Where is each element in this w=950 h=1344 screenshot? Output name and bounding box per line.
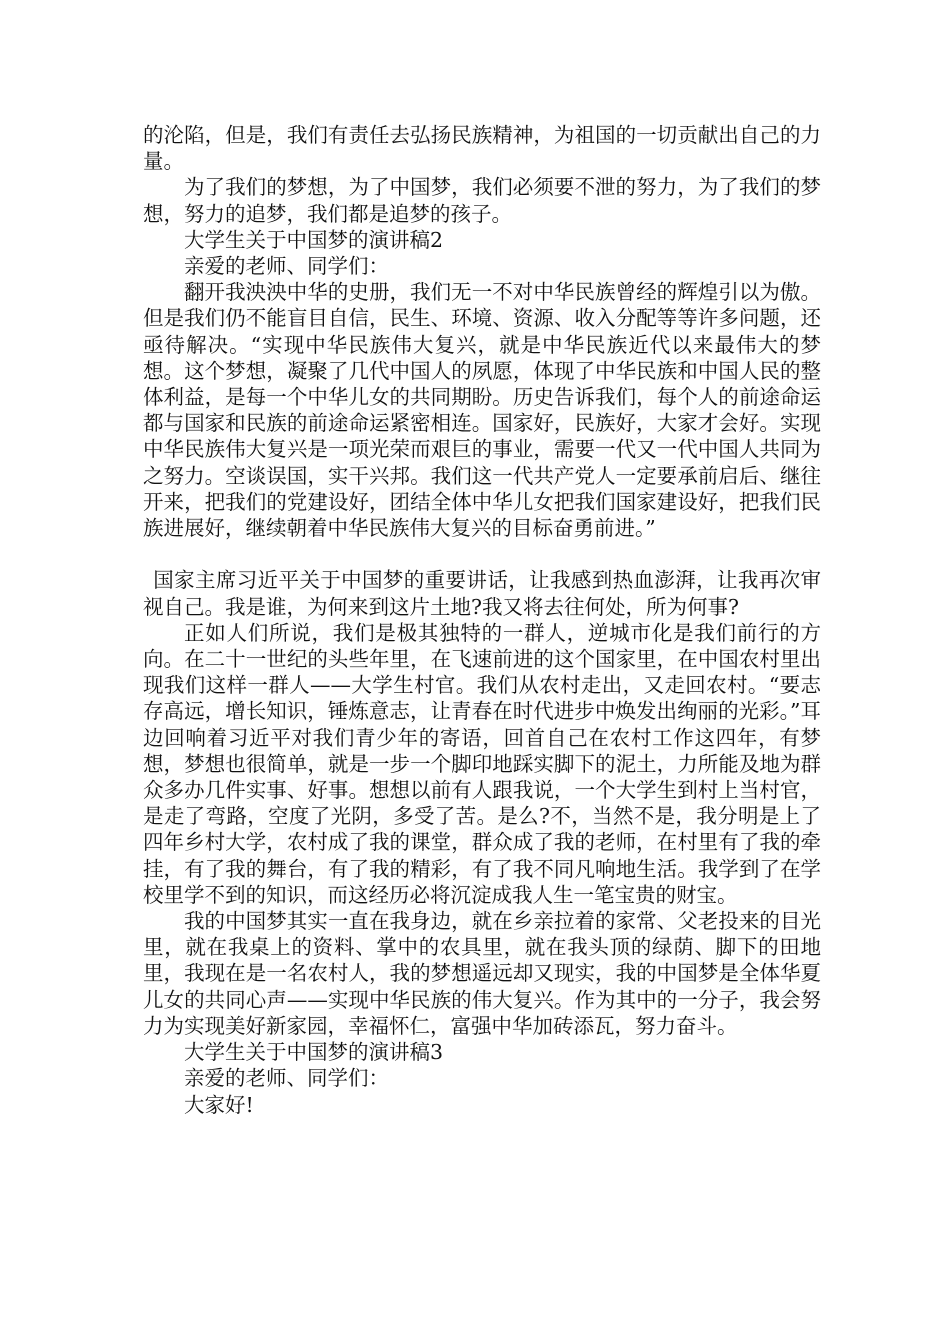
greeting: 大家好! xyxy=(184,1092,254,1117)
blank-line xyxy=(143,541,821,567)
speech-title-2: 大学生关于中国梦的演讲稿2 xyxy=(184,227,444,252)
speech-title-3: 大学生关于中国梦的演讲稿3 xyxy=(184,1040,444,1065)
salutation-3: 亲爱的老师、同学们： xyxy=(184,1066,389,1091)
paragraph-dream-effort: 为了我们的梦想，为了中国梦，我们必须要不泄的努力，为了我们的梦想，努力的追梦，我们都是追梦的孩子。 xyxy=(143,175,821,226)
paragraph-history: 翻开我泱泱中华的史册，我们无一不对中华民族曾经的辉煌引以为傲。但是我们仍不能盲目自信，民生、环境、资源、收入分配等等许多问题，还亟待解决。“实现中华民族伟大复兴，就是中华民族近代以来最伟大的梦想。这个梦想，凝聚了几代中国人的夙愿，体现了中华民族和中国人民的整体利益，是每一个中华儿女的共同期盼。历史告诉我们，每个人的前途命运都与国家和民族的前途命运紧密相连。国家好，民族好，大家才会好。实现中华民族伟大复兴是一项光荣而艰巨的事业，需要一代又一代中国人共同为之努力。空谈误国，实干兴邦。我们这一代共产党人一定要承前启后、继往开来，把我们的党建设好，团结全体中华儿女把我们国家建设好，把我们民族进展好，继续朝着中华民族伟大复兴的目标奋勇前进。” xyxy=(143,280,821,541)
document-page xyxy=(143,122,821,1118)
salutation-2: 亲爱的老师、同学们： xyxy=(184,254,389,279)
paragraph-continuation: 的沦陷，但是，我们有责任去弘扬民族精神，为祖国的一切贡献出自己的力量。 xyxy=(143,123,821,174)
paragraph-my-china-dream: 我的中国梦其实一直在我身边，就在乡亲拉着的家常、父老投来的目光里，就在我桌上的资料、掌中的农具里，就在我头顶的绿荫、脚下的田地里，我现在是一名农村人，我的梦想遥远却又现实，我的中国梦是全体华夏儿女的共同心声——实现中华民族的伟大复兴。作为其中的一分子，我会努力为实现美好新家园，幸福怀仁，富强中华加砖添瓦，努力奋斗。 xyxy=(143,909,821,1038)
paragraph-village-official: 正如人们所说，我们是极其独特的一群人，逆城市化是我们前行的方向。在二十一世纪的头些年里，在飞速前进的这个国家里，在中国农村里出现我们这样一群人——大学生村官。我们从农村走出，又走回农村。“要志存高远，增长知识，锤炼意志，让青春在时代进步中焕发出绚丽的光彩。”耳边回响着习近平对我们青少年的寄语，回首自己在农村工作这四年，有梦想，梦想也很简单，就是一步一个脚印地踩实脚下的泥土，力所能及地为群众多办几件实事、好事。想想以前有人跟我说，一个大学生到村上当村官，是走了弯路，空度了光阴，多受了苦。是么?不，当然不是，我分明是上了四年乡村大学，农村成了我的课堂，群众成了我的老师，在村里有了我的牵挂，有了我的舞台，有了我的精彩，有了我不同凡响地生活。我学到了在学校里学不到的知识，而这经历必将沉淀成我人生一笔宝贵的财宝。 xyxy=(143,620,821,907)
paragraph-speech-reaction: 国家主席习近平关于中国梦的重要讲话，让我感到热血澎湃，让我再次审视自己。我是谁，为何来到这片土地?我又将去往何处，所为何事? xyxy=(143,568,821,619)
